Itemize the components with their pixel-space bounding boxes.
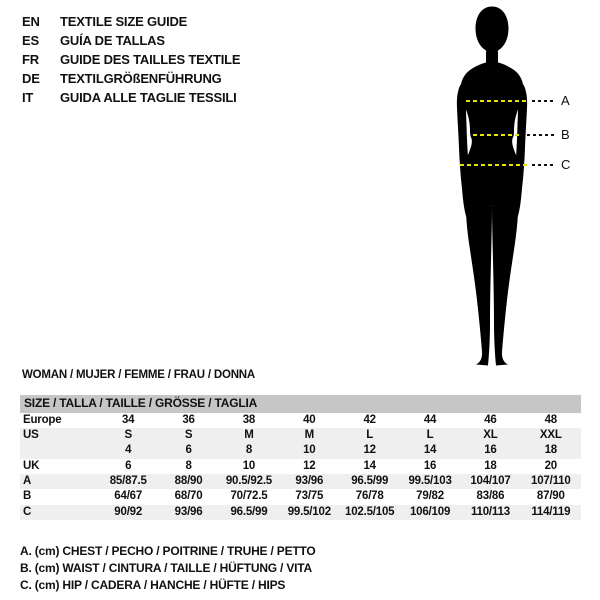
size-cell: 107/110 — [531, 475, 571, 488]
language-row-es — [22, 31, 240, 50]
legend-hip: C. (cm) HIP / CADERA / HANCHE / HÜFTE / HIPS — [20, 578, 286, 592]
size-cell: 14 — [423, 444, 437, 457]
size-cell: 38 — [242, 413, 256, 426]
row-label: US — [23, 428, 39, 441]
size-cell: 68/70 — [174, 490, 203, 503]
size-cell: 114/119 — [531, 505, 571, 518]
language-code: IT — [22, 90, 34, 105]
size-cell: 44 — [423, 413, 437, 426]
measurement-legend — [20, 543, 316, 594]
size-cell: 6 — [125, 459, 132, 472]
woman-silhouette-icon — [444, 5, 540, 368]
size-cell: XXL — [539, 428, 562, 441]
size-cell: M — [244, 428, 254, 441]
language-row-en — [22, 12, 240, 31]
size-cell: 106/109 — [409, 505, 451, 518]
size-cell: 16 — [423, 459, 437, 472]
size-cell: 8 — [245, 444, 253, 457]
size-cell: 93/96 — [174, 505, 203, 518]
language-row-de — [22, 69, 240, 88]
marker-label-c: C — [561, 157, 571, 172]
guide-title-es: GUÍA DE TALLAS — [60, 33, 165, 48]
language-code: FR — [22, 52, 39, 67]
language-row-fr — [22, 50, 240, 69]
size-cell: L — [366, 428, 374, 441]
size-cell: M — [304, 428, 314, 441]
row-label: A — [23, 475, 32, 488]
size-cell: 8 — [185, 459, 192, 472]
marker-label-b: B — [561, 127, 570, 142]
table-row-waist — [20, 489, 581, 504]
size-cell: 99.5/103 — [408, 475, 452, 488]
size-cell: 96.5/99 — [351, 475, 389, 488]
size-cell: 20 — [544, 459, 558, 472]
size-cell: 79/82 — [416, 490, 444, 503]
chest-leader-line — [532, 100, 556, 102]
size-cell: 4 — [125, 444, 132, 457]
size-cell: 34 — [121, 413, 135, 426]
row-label: Europe — [23, 413, 62, 426]
size-table-header: SIZE / TALLA / TAILLE / GRÖSSE / TAGLIA — [20, 395, 581, 413]
waist-measure-line — [473, 134, 520, 136]
size-cell: 102.5/105 — [345, 505, 395, 518]
hip-leader-line — [532, 164, 556, 166]
table-row-chest — [20, 474, 581, 489]
size-cell: 93/96 — [295, 475, 324, 488]
size-cell: 88/90 — [174, 475, 203, 488]
size-cell: 10 — [242, 459, 256, 472]
guide-title-it: GUIDA ALLE TAGLIE TESSILI — [60, 90, 237, 105]
size-cell: 73/75 — [295, 490, 324, 503]
size-cell: 99.5/102 — [287, 505, 331, 518]
size-cell: L — [426, 428, 434, 441]
language-code: EN — [22, 14, 40, 29]
size-cell: 76/78 — [355, 490, 384, 503]
row-label: UK — [23, 459, 40, 472]
size-cell: 70/72.5 — [230, 490, 268, 503]
guide-title-en: TEXTILE SIZE GUIDE — [60, 14, 188, 29]
chest-measure-line — [466, 100, 526, 102]
size-cell: 14 — [363, 459, 376, 472]
size-cell: S — [184, 428, 193, 441]
size-cell: 64/67 — [114, 490, 143, 503]
size-cell: 90/92 — [114, 505, 143, 518]
table-row-us-letters — [20, 428, 581, 443]
size-cell: S — [124, 428, 132, 441]
size-cell: 46 — [484, 413, 497, 426]
language-row-it — [22, 88, 240, 107]
size-cell: 12 — [363, 444, 376, 457]
legend-chest: A. (cm) CHEST / PECHO / POITRINE / TRUHE / PETTO — [20, 544, 316, 558]
language-code: ES — [22, 33, 39, 48]
language-code: DE — [22, 71, 40, 86]
size-cell: 83/86 — [476, 490, 505, 503]
table-row-hip — [20, 505, 581, 520]
table-row-europe — [20, 413, 581, 428]
language-title-list — [22, 12, 240, 107]
row-label: C — [23, 505, 32, 518]
size-cell: 87/90 — [536, 490, 565, 503]
size-cell: 48 — [544, 413, 558, 426]
size-cell: 18 — [544, 444, 558, 457]
table-row-uk — [20, 459, 581, 474]
size-table — [20, 395, 581, 520]
size-cell: 104/107 — [470, 475, 511, 488]
guide-title-de: TEXTILGRÖßENFÜHRUNG — [60, 71, 222, 86]
size-cell: XL — [483, 428, 498, 441]
size-cell: 110/113 — [470, 505, 510, 518]
row-label: B — [23, 490, 32, 503]
size-cell: 10 — [303, 444, 316, 457]
size-cell: 36 — [182, 413, 195, 426]
size-cell: 85/87.5 — [109, 475, 147, 488]
legend-waist: B. (cm) WAIST / CINTURA / TAILLE / HÜFTUNG / VITA — [20, 561, 312, 575]
table-row-us-numbers — [20, 443, 581, 458]
size-cell: 18 — [484, 459, 497, 472]
size-cell: 96.5/99 — [230, 505, 268, 518]
hip-measure-line — [460, 164, 528, 166]
guide-title-fr: GUIDE DES TAILLES TEXTILE — [60, 52, 241, 67]
gender-title: WOMAN / MUJER / FEMME / FRAU / DONNA — [22, 369, 256, 381]
size-cell: 90.5/92.5 — [225, 475, 273, 488]
size-cell: 16 — [484, 444, 497, 457]
size-cell: 6 — [185, 444, 192, 457]
woman-silhouette-figure — [444, 5, 540, 368]
size-cell: 42 — [363, 413, 376, 426]
marker-label-a: A — [561, 93, 570, 108]
size-cell: 12 — [303, 459, 316, 472]
size-cell: 40 — [303, 413, 316, 426]
waist-leader-line — [527, 134, 556, 136]
row-label — [20, 443, 98, 458]
